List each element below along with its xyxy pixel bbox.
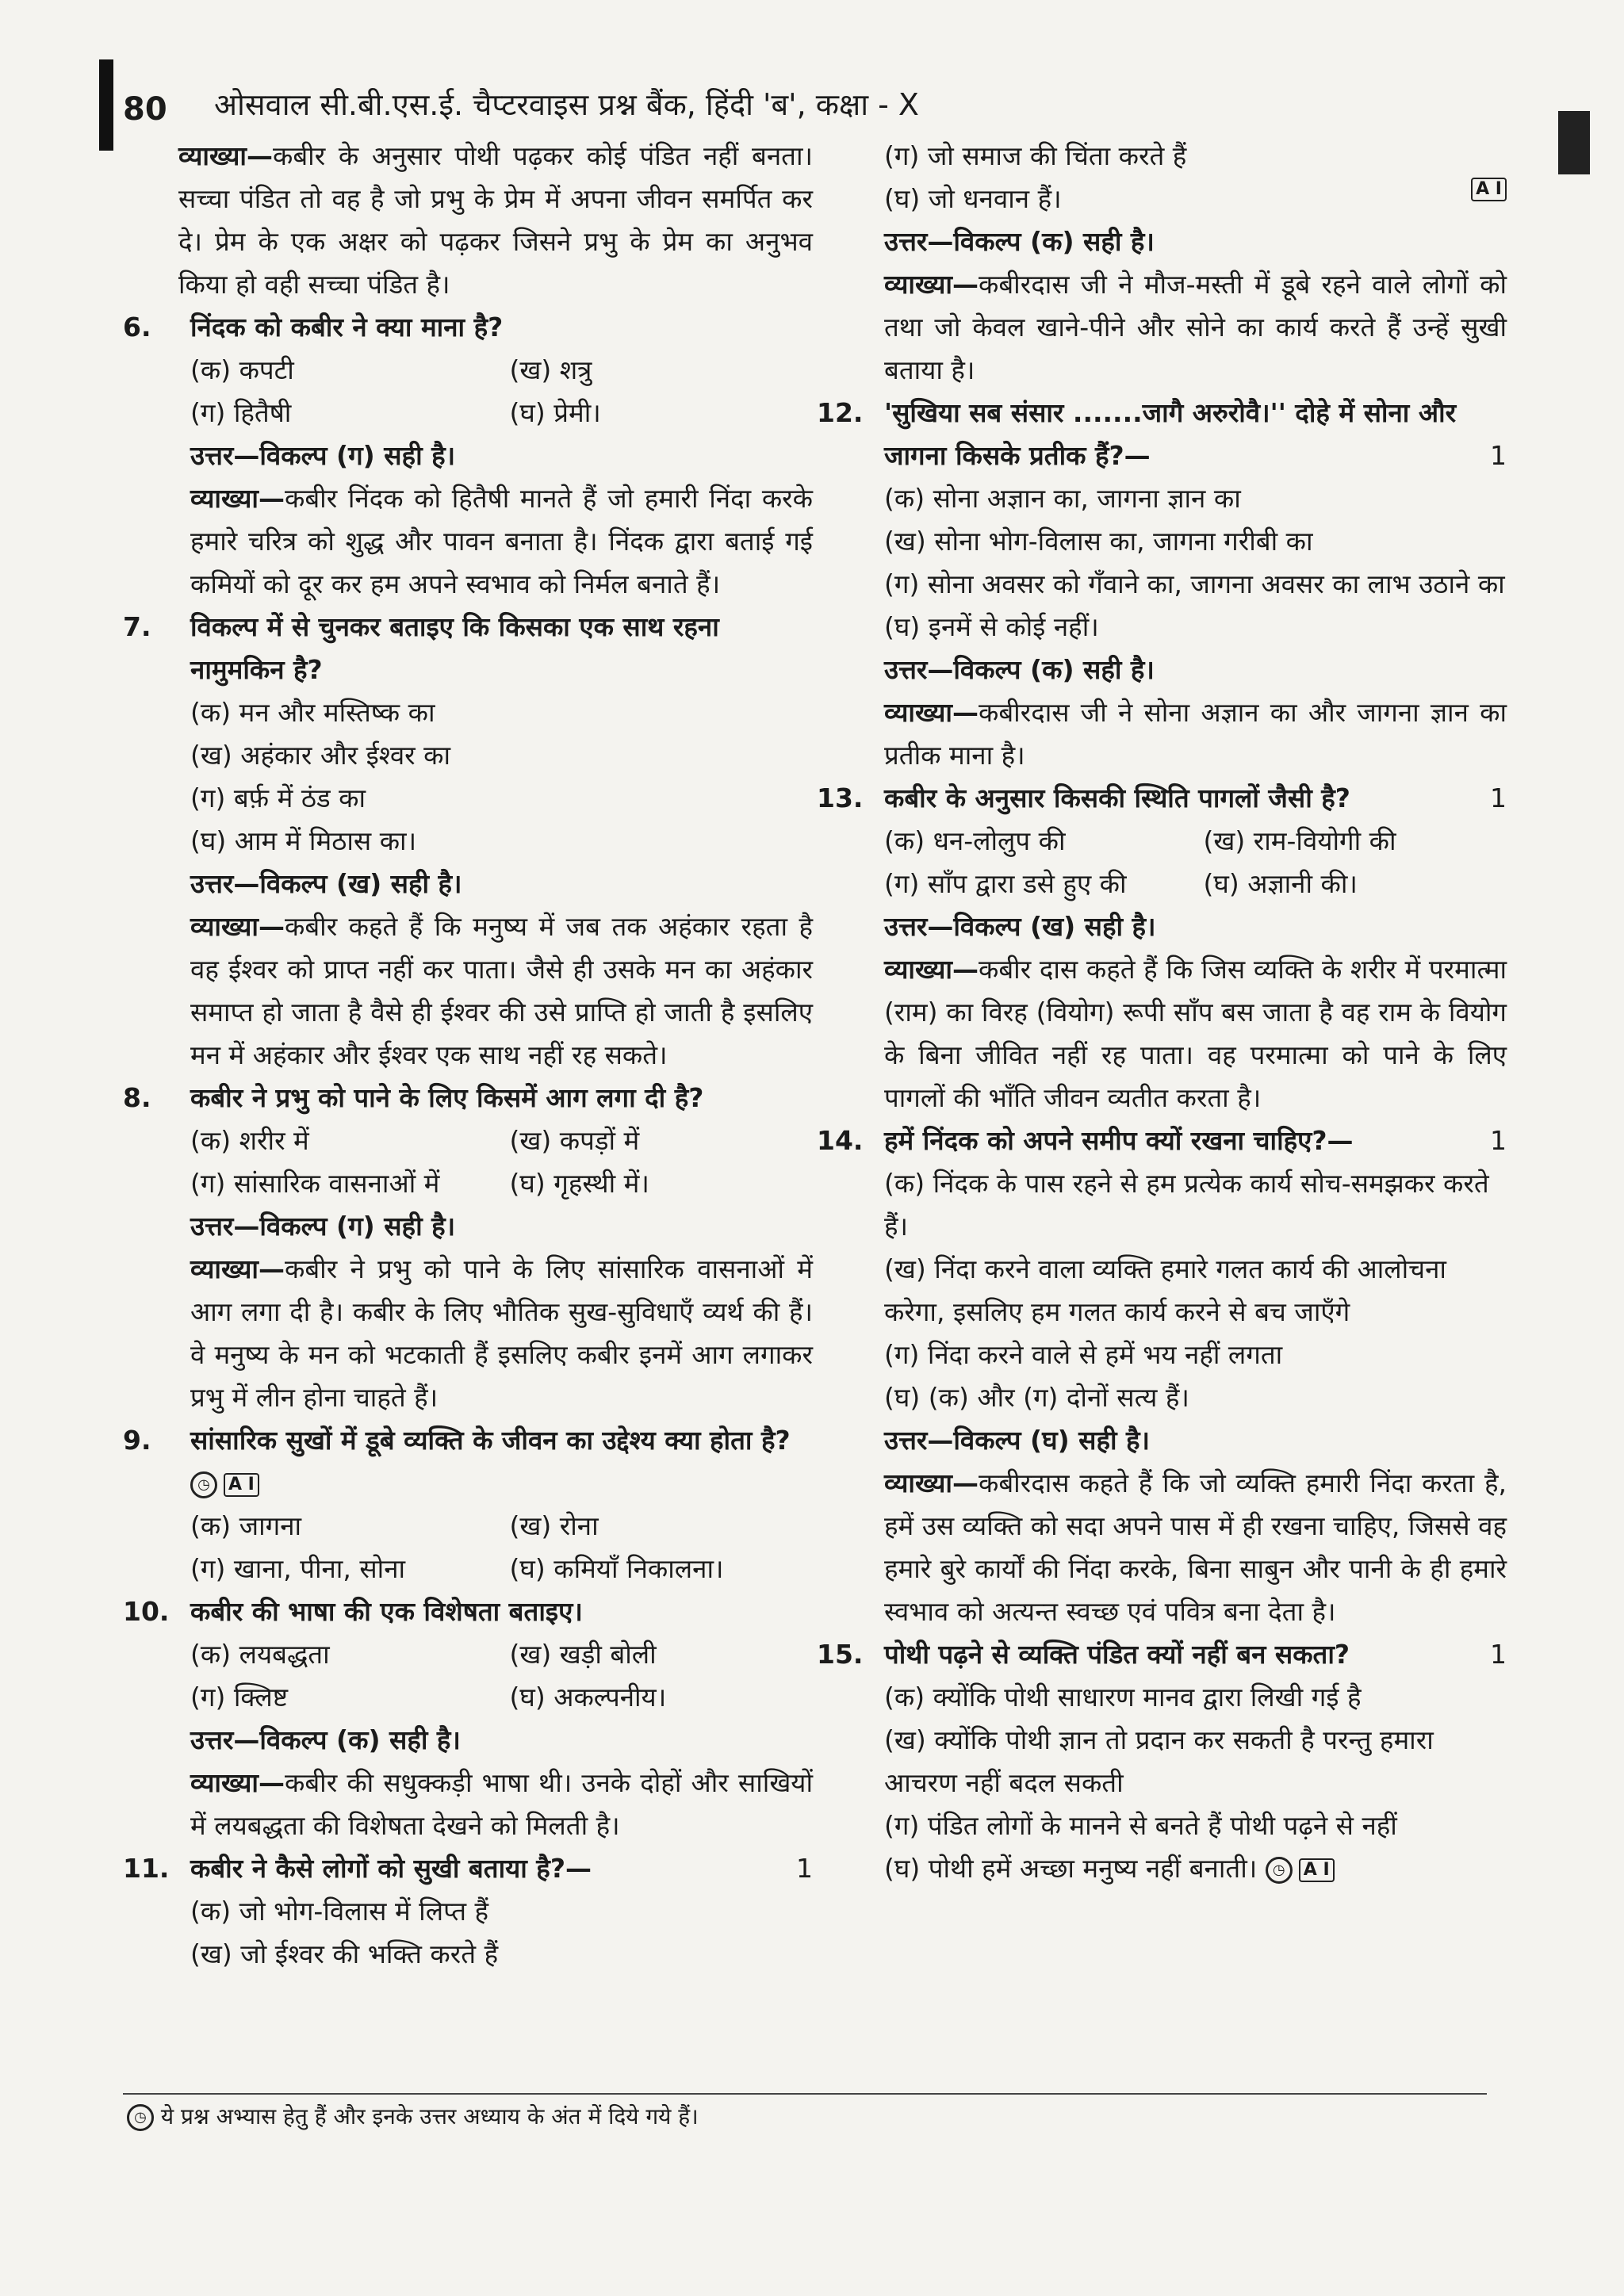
footer-note: ◷ ये प्रश्न अभ्यास हेतु हैं और इनके उत्तर अध्याय के अंत में दिये गये हैं। [127, 2101, 699, 2131]
options [817, 477, 1507, 649]
question-10: 10. कबीर की भाषा की एक विशेषता बताइए। [123, 1596, 583, 1627]
option: (घ) इनमें से कोई नहीं। [884, 611, 1099, 642]
option: (ख) राम-वियोगी की [1203, 825, 1396, 856]
explanation: व्याख्या—कबीरदास कहते हैं कि जो व्यक्ति हमारी निंदा करता है, हमें उस व्यक्ति को सदा अपने पास में ही रखना चाहिए, जिससे वह हमारे बुरे कार्यों की निंदा करके, बिना साबुन और पानी के ही हमारे स्वभाव को अत्यन्त स्वच्छ एवं पवित्र बना देता है। [884, 1468, 1507, 1627]
option: (ग) जो समाज की चिंता करते हैं [884, 140, 1187, 171]
option: (ख) खड़ी बोली [509, 1639, 657, 1670]
option: (क) मन और मस्तिष्क का [190, 697, 435, 728]
explanation: व्याख्या—कबीर के अनुसार पोथी पढ़कर कोई पंडित नहीं बनता। सच्चा पंडित तो वह है जो प्रभु के प्रेम में अपना जीवन समर्पित कर दे। प्रेम के एक अक्षर को पढ़कर जिसने प्रभु के प्रेम का अनुभव किया हो वही सच्चा पंडित है। [178, 140, 813, 300]
options [123, 349, 813, 434]
option: (ग) खाना, पीना, सोना [190, 1553, 406, 1584]
ai-badge: A I [1299, 1858, 1335, 1882]
option: (ग) सोना अवसर को गँवाने का, जागना अवसर का लाभ उठाने का [884, 568, 1505, 599]
option: (क) लयबद्धता [190, 1639, 330, 1670]
option: (क) जागना [190, 1510, 302, 1541]
right-column [817, 135, 1507, 1890]
option: (ग) पंडित लोगों के मानने से बनते हैं पोथी पढ़ने से नहीं [884, 1810, 1397, 1841]
question-7: 7. विकल्प में से चुनकर बताइए कि किसका एक साथ रहना नामुमकिन है? [123, 611, 719, 685]
option: (ख) क्योंकि पोथी ज्ञान तो प्रदान कर सकती है परन्तु हमारा आचरण नहीं बदल सकती [884, 1724, 1434, 1798]
answer: उत्तर—विकल्प (क) सही है। [884, 226, 1155, 257]
options [817, 1162, 1507, 1419]
question-13: 13. कबीर के अनुसार किसकी स्थिति पागलों जैसी है? 1 [817, 777, 1507, 820]
answer: उत्तर—विकल्प (ग) सही है। [190, 440, 456, 471]
option: (घ) कमियाँ निकालना। [509, 1553, 724, 1584]
option: (ग) हितैषी [190, 397, 292, 428]
marks: 1 [796, 1853, 813, 1884]
option: (घ) आम में मिठास का। [190, 825, 417, 856]
option: (क) जो भोग-विलास में लिप्त हैं [190, 1896, 489, 1927]
option: (ग) क्लिष्ट [190, 1682, 288, 1712]
answer: उत्तर—विकल्प (क) सही है। [884, 654, 1155, 685]
explanation: व्याख्या—कबीर निंदक को हितैषी मानते हैं जो हमारी निंदा करके हमारे चरित्र को शुद्ध और पावन बनाता है। निंदक द्वारा बताई गई कमियों को दूर कर हम अपने स्वभाव को निर्मल बनाते हैं। [190, 483, 813, 599]
marks: 1 [1490, 440, 1507, 471]
option: (क) धन-लोलुप की [884, 825, 1066, 856]
option: (घ) प्रेमी। [509, 397, 601, 428]
answer: उत्तर—विकल्प (ग) सही है। [190, 1211, 456, 1242]
question-15: 15. पोथी पढ़ने से व्यक्ति पंडित क्यों नहीं बन सकता? 1 [817, 1633, 1507, 1676]
option: (ख) सोना भोग-विलास का, जागना गरीबी का [884, 526, 1313, 557]
options [123, 1505, 813, 1590]
clock-icon: ◷ [190, 1471, 217, 1498]
marks: 1 [1490, 1639, 1507, 1670]
explanation: व्याख्या—कबीरदास जी ने मौज-मस्ती में डूबे रहने वाले लोगों को तथा जो केवल खाने-पीने और सोने का कार्य करते हैं उन्हें सुखी बताया है। [884, 269, 1507, 385]
option: (क) सोना अज्ञान का, जागना ज्ञान का [884, 483, 1241, 514]
ai-badge: A I [1471, 178, 1507, 201]
left-column [123, 135, 813, 1976]
options [123, 1890, 813, 1976]
page-header [99, 59, 1511, 147]
options [817, 1676, 1507, 1890]
option: (ख) जो ईश्वर की भक्ति करते हैं [190, 1938, 499, 1969]
option: (ख) शत्रु [509, 354, 592, 385]
options [123, 691, 813, 863]
book-title: ओसवाल सी.बी.एस.ई. चैप्टरवाइस प्रश्न बैंक, हिंदी 'ब', कक्षा - X [214, 87, 919, 122]
answer: उत्तर—विकल्प (ख) सही है। [190, 868, 462, 899]
ai-badge: A I [224, 1473, 259, 1497]
option: (क) शरीर में [190, 1125, 309, 1156]
clock-icon: ◷ [127, 2104, 154, 2131]
options [817, 820, 1507, 905]
clock-icon: ◷ [1266, 1857, 1293, 1884]
option: (ख) कपड़ों में [509, 1125, 640, 1156]
page-number-bar [99, 59, 113, 151]
option: (घ) अकल्पनीय। [509, 1682, 667, 1712]
option: (क) कपटी [190, 354, 294, 385]
option: (घ) गृहस्थी में। [509, 1168, 649, 1199]
page-number: 80 [123, 91, 167, 128]
option: (घ) (क) और (ग) दोनों सत्य हैं। [884, 1382, 1189, 1413]
options [123, 1119, 813, 1205]
question-6: 6. निंदक को कबीर ने क्या माना है? [123, 312, 504, 342]
answer: उत्तर—विकल्प (घ) सही है। [884, 1425, 1151, 1456]
option: (घ) पोथी हमें अच्छा मनुष्य नहीं बनाती। ◷ A I [884, 1847, 1507, 1890]
option: (ग) निंदा करने वाले से हमें भय नहीं लगता [884, 1339, 1283, 1370]
marks: 1 [1490, 1125, 1507, 1156]
marks: 1 [1490, 783, 1507, 813]
option: (घ) अज्ञानी की। [1203, 868, 1358, 899]
answer: उत्तर—विकल्प (क) सही है। [190, 1724, 461, 1755]
option: (ख) अहंकार और ईश्वर का [190, 740, 451, 771]
option: (ग) बर्फ़ में ठंड का [190, 783, 366, 813]
explanation: व्याख्या—कबीर की सधुक्कड़ी भाषा थी। उनके दोहों और साखियों में लयबद्धता की विशेषता देखने को मिलती है। [190, 1767, 813, 1841]
options [123, 1633, 813, 1719]
answer: उत्तर—विकल्प (ख) सही है। [884, 911, 1156, 942]
explanation: व्याख्या—कबीर कहते हैं कि मनुष्य में जब तक अहंकार रहता है वह ईश्वर को प्राप्त नहीं कर पाता। जैसे ही उसके मन का अहंकार समाप्त हो जाता है वैसे ही ईश्वर की उसे प्राप्ति हो जाती है इसलिए मन में अहंकार और ईश्वर एक साथ नहीं रह सकते। [190, 911, 813, 1070]
option: (घ) जो धनवान हैं। A I [884, 178, 1507, 220]
option: (ख) रोना [509, 1510, 599, 1541]
option: (ग) सांसारिक वासनाओं में [190, 1168, 440, 1199]
explanation: व्याख्या—कबीर ने प्रभु को पाने के लिए सांसारिक वासनाओं में आग लगा दी है। कबीर के लिए भौतिक सुख-सुविधाएँ व्यर्थ की हैं। वे मनुष्य के मन को भटकाती हैं इसलिए कबीर इनमें आग लगाकर प्रभु में लीन होना चाहते हैं। [190, 1253, 813, 1413]
question-14: 14. हमें निंदक को अपने समीप क्यों रखना चाहिए?— 1 [817, 1119, 1507, 1162]
question-12: 12. 'सुखिया सब संसार .......जागै अरुरोवै।'' दोहे में सोना और जागना किसके प्रतीक हैं?— 1 [817, 392, 1507, 477]
question-11: 11. कबीर ने कैसे लोगों को सुखी बताया है?— 1 [123, 1847, 813, 1890]
corner-tab [1558, 111, 1590, 174]
options [817, 135, 1507, 220]
question-9: 9. सांसारिक सुखों में डूबे व्यक्ति के जीवन का उद्देश्य क्या होता है? ◷ A I [123, 1419, 813, 1505]
option: (क) निंदक के पास रहने से हम प्रत्येक कार्य सोच-समझकर करते हैं। [884, 1168, 1489, 1242]
explanation: व्याख्या—कबीरदास जी ने सोना अज्ञान का और जागना ज्ञान का प्रतीक माना है। [884, 697, 1507, 771]
question-8: 8. कबीर ने प्रभु को पाने के लिए किसमें आग लगा दी है? [123, 1082, 704, 1113]
option: (ग) साँप द्वारा डसे हुए की [884, 868, 1127, 899]
option: (ख) निंदा करने वाला व्यक्ति हमारे गलत कार्य की आलोचना करेगा, इसलिए हम गलत कार्य करने से बच जाएँगे [884, 1253, 1446, 1327]
explanation: व्याख्या—कबीर दास कहते हैं कि जिस व्यक्ति के शरीर में परमात्मा (राम) का विरह (वियोग) रूपी साँप बस जाता है वह राम के वियोग के बिना जीवित नहीं रह पाता। वह परमात्मा को पाने के लिए पागलों की भाँति जीवन व्यतीत करता है। [884, 954, 1507, 1113]
option: (क) क्योंकि पोथी साधारण मानव द्वारा लिखी गई है [884, 1682, 1362, 1712]
footer-divider [123, 2093, 1487, 2095]
